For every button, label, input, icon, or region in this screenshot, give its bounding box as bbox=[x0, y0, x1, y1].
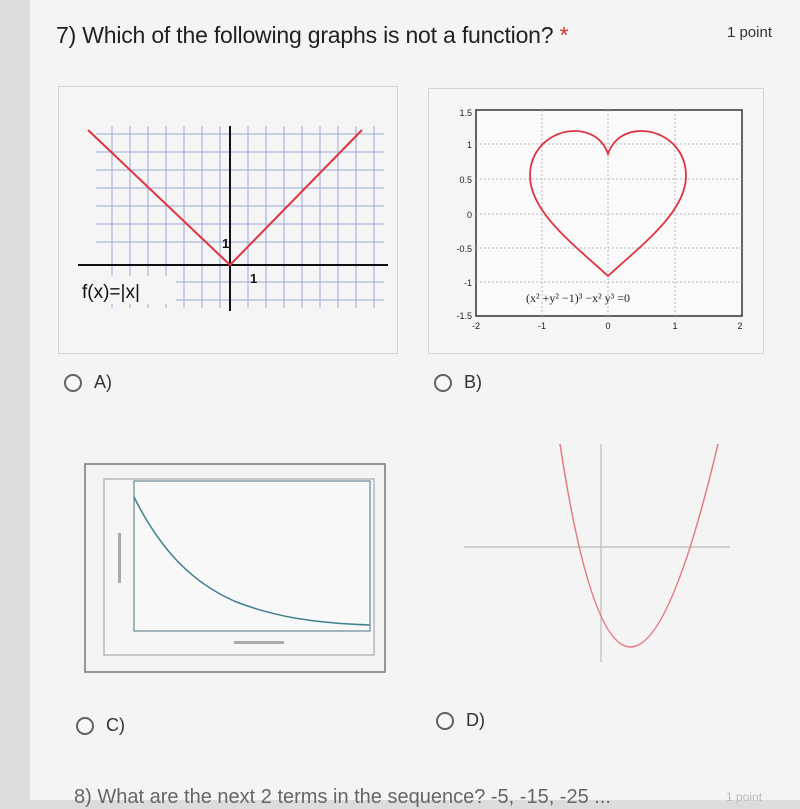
graph-b-xtick: 0 bbox=[605, 321, 611, 331]
question-title: 7) Which of the following graphs is not a function? * bbox=[56, 22, 569, 48]
graph-a-label: f(x)=|x| bbox=[82, 282, 140, 303]
option-d[interactable] bbox=[436, 710, 485, 731]
radio-c[interactable] bbox=[76, 717, 94, 735]
graph-b-ytick: 1 bbox=[466, 140, 472, 150]
required-mark: * bbox=[559, 22, 569, 48]
graph-b-ytick: -1 bbox=[463, 278, 472, 288]
graph-a-tick-y: 1 bbox=[222, 236, 230, 251]
graph-d-curve bbox=[560, 444, 718, 647]
next-question-points: 1 point bbox=[726, 790, 763, 804]
graph-b-equation: (x² +y² −1)³ −x² y³ =0 bbox=[526, 291, 631, 305]
graph-b-ytick: -1.5 bbox=[456, 311, 472, 321]
graph-a-tick-x: 1 bbox=[250, 271, 258, 286]
option-b-label: B) bbox=[464, 372, 482, 392]
points-label: 1 point bbox=[726, 24, 772, 41]
option-d-label: D) bbox=[466, 710, 485, 730]
graph-b-ytick: 0.5 bbox=[459, 175, 472, 185]
option-c-label: C) bbox=[106, 715, 125, 735]
graph-a-abs-value bbox=[58, 86, 398, 354]
radio-b[interactable] bbox=[434, 374, 452, 392]
graph-b-heart bbox=[428, 88, 764, 354]
option-b[interactable] bbox=[434, 372, 482, 393]
graph-c-decay bbox=[84, 463, 386, 673]
option-c[interactable] bbox=[76, 715, 125, 736]
graph-b-ytick: 0 bbox=[466, 210, 472, 220]
graph-b-ytick: -0.5 bbox=[456, 244, 472, 254]
radio-a[interactable] bbox=[64, 374, 82, 392]
graph-b-xtick: -2 bbox=[471, 321, 481, 331]
graph-b-xtick: 1 bbox=[672, 321, 678, 331]
graph-b-xtick: -1 bbox=[537, 321, 547, 331]
graph-b-ytick: 1.5 bbox=[459, 108, 472, 118]
option-a-label: A) bbox=[94, 372, 112, 392]
option-a[interactable] bbox=[64, 372, 112, 393]
graph-b-xtick: 2 bbox=[737, 321, 743, 331]
radio-d[interactable] bbox=[436, 712, 454, 730]
next-question-title: 8) What are the next 2 terms in the sequence? -5, -15, -25 ... bbox=[74, 786, 611, 808]
graph-d-parabola bbox=[462, 440, 734, 666]
